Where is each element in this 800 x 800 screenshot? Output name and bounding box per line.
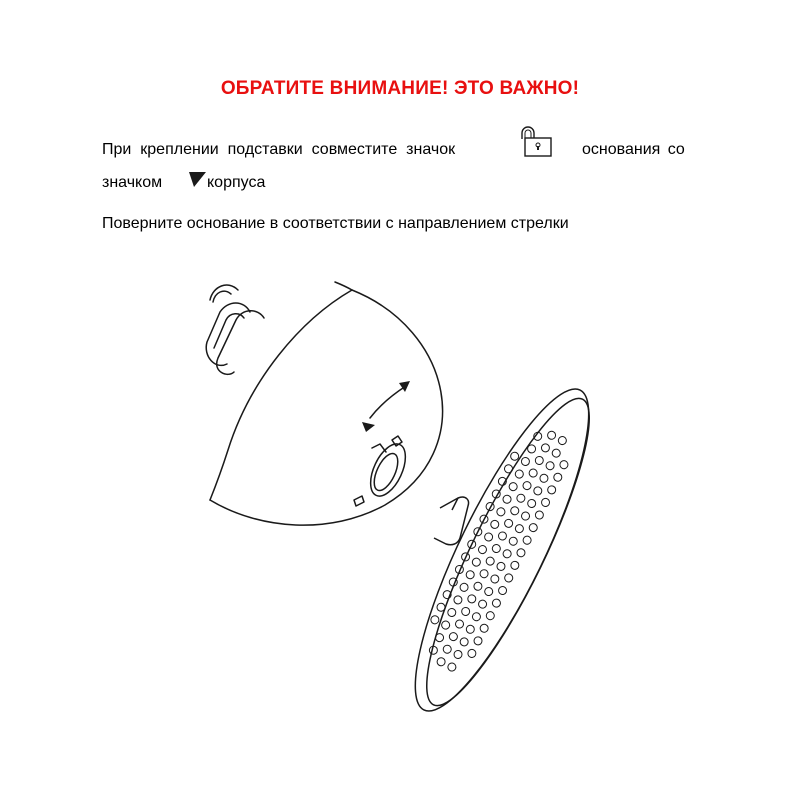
instruction-text-2b: корпуса bbox=[207, 174, 266, 191]
housing-triangle-marker bbox=[362, 422, 375, 432]
notice-title: ОБРАТИТЕ ВНИМАНИЕ! ЭТО ВАЖНО! bbox=[220, 78, 580, 99]
stand-base bbox=[386, 372, 618, 729]
rotation-arrow-icon bbox=[370, 386, 406, 418]
vent-slots bbox=[206, 285, 264, 374]
instruction-text-1a: При креплении подставки совместите значок bbox=[102, 141, 456, 158]
instruction-text-1b: основания со bbox=[582, 141, 685, 158]
housing-port bbox=[354, 436, 413, 506]
instruction-text-3: Поверните основание в соответствии с направлением стрелки bbox=[102, 215, 569, 232]
base-perforations bbox=[414, 419, 578, 677]
instruction-text-2a: значком bbox=[102, 174, 163, 191]
